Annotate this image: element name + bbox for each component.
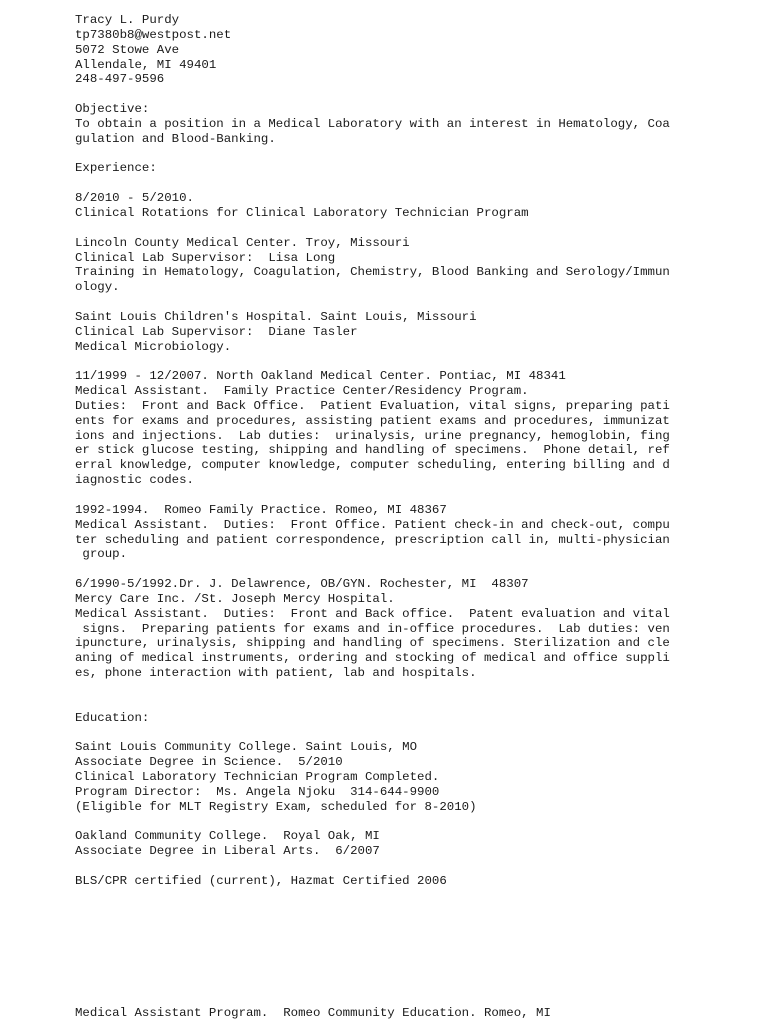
lincoln-line: ology. xyxy=(75,280,120,295)
contact-phone: 248-497-9596 xyxy=(75,72,165,87)
spacer xyxy=(75,681,755,696)
footer-line: Medical Assistant Program. Romeo Community Education. Romeo, MI xyxy=(75,1006,551,1020)
education-heading: Education: xyxy=(75,710,150,725)
education-occ xyxy=(75,829,755,859)
experience-north-oakland xyxy=(75,369,755,488)
objective-heading: Objective: xyxy=(75,102,150,117)
spacer xyxy=(75,354,755,369)
slcc-line: Associate Degree in Science. 5/2010 xyxy=(75,755,343,770)
objective-line: gulation and Blood-Banking. xyxy=(75,131,276,146)
north-oakland-line: Medical Assistant. Family Practice Center/Residency Program. xyxy=(75,384,529,399)
delawrence-line: ipuncture, urinalysis, shipping and handling of specimens. Sterilization and cle xyxy=(75,636,670,651)
spacer xyxy=(75,176,755,191)
spacer xyxy=(75,147,755,162)
spacer xyxy=(75,859,755,874)
experience-delawrence xyxy=(75,577,755,681)
slcc-line: (Eligible for MLT Registry Exam, scheduled for 8-2010) xyxy=(75,799,477,814)
north-oakland-line: ions and injections. Lab duties: urinalysis, urine pregnancy, hemoglobin, fing xyxy=(75,428,670,443)
experience-heading: Experience: xyxy=(75,161,157,176)
resume-document xyxy=(75,13,755,889)
contact-email: tp7380b8@westpost.net xyxy=(75,27,232,42)
spacer xyxy=(75,726,755,741)
spacer xyxy=(75,488,755,503)
lincoln-place: Lincoln County Medical Center. Troy, Missouri xyxy=(75,235,410,250)
contact-city: Allendale, MI 49401 xyxy=(75,57,217,72)
spacer xyxy=(75,562,755,577)
slcc-line: Program Director: Ms. Angela Njoku 314-644-9900 xyxy=(75,784,440,799)
occ-line: Oakland Community College. Royal Oak, MI xyxy=(75,829,380,844)
lincoln-line: Training in Hematology, Coagulation, Chemistry, Blood Banking and Serology/Immun xyxy=(75,265,670,280)
certifications: BLS/CPR certified (current), Hazmat Certified 2006 xyxy=(75,873,447,888)
contact-street: 5072 Stowe Ave xyxy=(75,42,180,57)
objective-line: To obtain a position in a Medical Laboratory with an interest in Hematology, Coa xyxy=(75,116,670,131)
delawrence-line: aning of medical instruments, ordering and stocking of medical and office suppli xyxy=(75,651,670,666)
experience-rotation xyxy=(75,191,755,221)
slcc-line: Saint Louis Community College. Saint Louis, MO xyxy=(75,740,418,755)
spacer xyxy=(75,696,755,711)
north-oakland-line: er stick glucose testing, shipping and handling of specimens. Phone detail, ref xyxy=(75,443,670,458)
delawrence-line: Mercy Care Inc. /St. Joseph Mercy Hospital. xyxy=(75,591,395,606)
north-oakland-line: erral knowledge, computer knowledge, computer scheduling, entering billing and d xyxy=(75,458,670,473)
north-oakland-line: ents for exams and procedures, assisting patient exams and procedures, immunizat xyxy=(75,413,670,428)
delawrence-line: signs. Preparing patients for exams and in-office procedures. Lab duties: ven xyxy=(75,621,670,636)
spacer xyxy=(75,815,755,830)
education-section xyxy=(75,711,755,889)
delawrence-line: Medical Assistant. Duties: Front and Back office. Patent evaluation and vital xyxy=(75,606,670,621)
occ-line: Associate Degree in Liberal Arts. 6/2007 xyxy=(75,844,380,859)
delawrence-line: es, phone interaction with patient, lab and hospitals. xyxy=(75,666,477,681)
north-oakland-line: Duties: Front and Back Office. Patient Evaluation, vital signs, preparing pati xyxy=(75,398,670,413)
romeo-line: group. xyxy=(75,547,128,562)
lincoln-supervisor: Clinical Lab Supervisor: Lisa Long xyxy=(75,250,336,265)
north-oakland-line: 11/1999 - 12/2007. North Oakland Medical Center. Pontiac, MI 48341 xyxy=(75,369,566,384)
romeo-line: Medical Assistant. Duties: Front Office. Patient check-in and check-out, compu xyxy=(75,517,670,532)
rotation-title: Clinical Rotations for Clinical Laboratory Technician Program xyxy=(75,205,529,220)
childrens-detail: Medical Microbiology. xyxy=(75,339,232,354)
contact-block xyxy=(75,13,755,87)
experience-childrens xyxy=(75,310,755,355)
childrens-place: Saint Louis Children's Hospital. Saint Louis, Missouri xyxy=(75,309,477,324)
spacer xyxy=(75,87,755,102)
childrens-supervisor: Clinical Lab Supervisor: Diane Tasler xyxy=(75,324,358,339)
rotation-dates: 8/2010 - 5/2010. xyxy=(75,191,194,206)
experience-section xyxy=(75,161,755,681)
objective-section xyxy=(75,102,755,147)
romeo-line: 1992-1994. Romeo Family Practice. Romeo, MI 48367 xyxy=(75,502,447,517)
romeo-line: ter scheduling and patient correspondence, prescription call in, multi-physician xyxy=(75,532,670,547)
experience-lincoln xyxy=(75,236,755,295)
slcc-line: Clinical Laboratory Technician Program Completed. xyxy=(75,770,440,785)
experience-romeo xyxy=(75,503,755,562)
spacer xyxy=(75,295,755,310)
spacer xyxy=(75,221,755,236)
education-slcc xyxy=(75,740,755,814)
contact-name: Tracy L. Purdy xyxy=(75,13,180,27)
north-oakland-line: iagnostic codes. xyxy=(75,473,194,488)
delawrence-line: 6/1990-5/1992.Dr. J. Delawrence, OB/GYN. Rochester, MI 48307 xyxy=(75,577,529,592)
